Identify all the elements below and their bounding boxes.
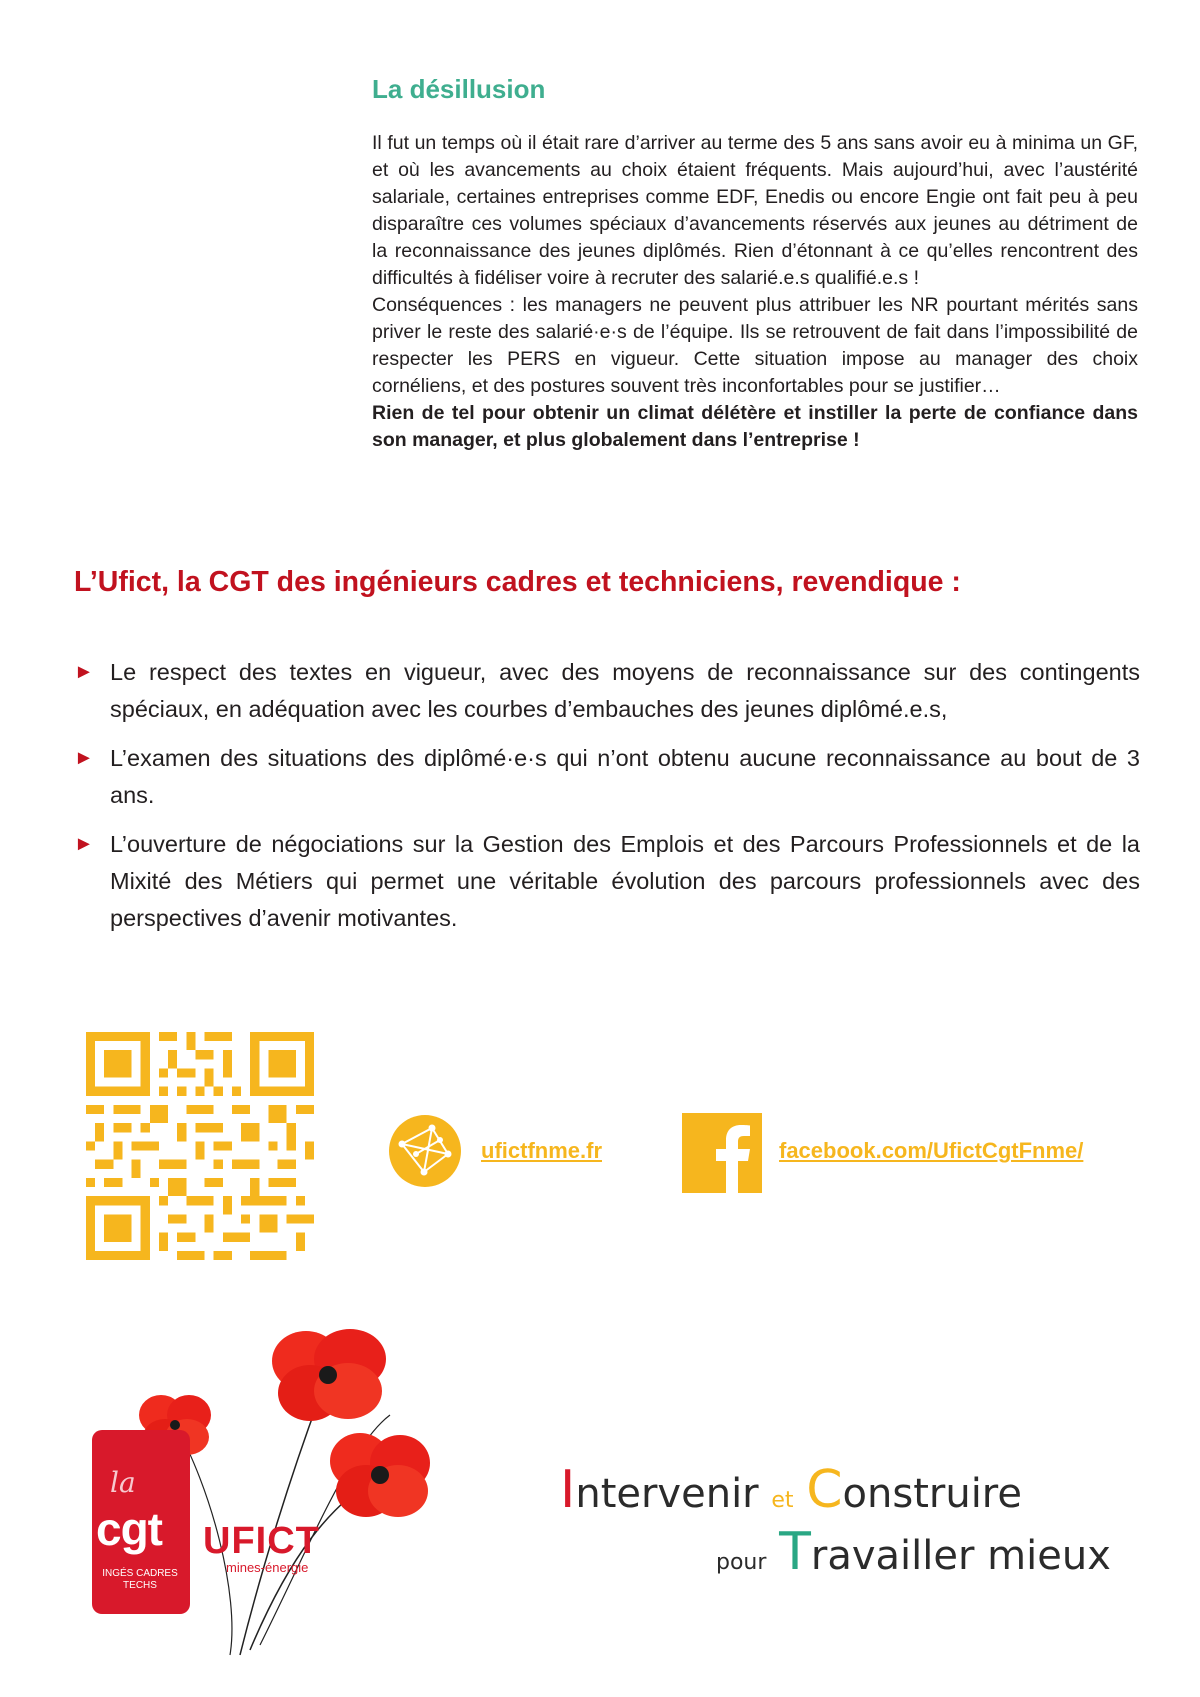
list-item: [74, 654, 1140, 728]
demand-text: L’ouverture de négociations sur la Gestion des Emplois et des Parcours Professionnels et de la Mixité des Métiers qui permet une véritable évolution des parcours professionnels avec des perspectives d’avenir motivantes.: [110, 831, 1140, 931]
slogan-word-intervenir: ntervenir: [575, 1471, 759, 1517]
cgt-logo-la: la: [110, 1466, 136, 1499]
website-link[interactable]: ufictfnme.fr: [481, 1138, 602, 1163]
slogan-pour: pour: [716, 1550, 767, 1575]
slogan-et: et: [771, 1488, 794, 1513]
cgt-logo-subtitle: INGÉS CADRES TECHS: [102, 1568, 178, 1591]
globe-icon: [388, 1114, 462, 1188]
intro-conclusion: Rien de tel pour obtenir un climat délétère et instiller la perte de confiance dans son manager, et plus globalement dans l’entreprise !: [372, 402, 1138, 451]
slogan-word-construire: onstruire: [842, 1471, 1022, 1517]
section-title: La désillusion: [372, 74, 546, 104]
slogan: [560, 1460, 1140, 1600]
triangle-bullet-icon: ►: [74, 747, 94, 769]
qr-code[interactable]: [86, 1030, 314, 1262]
triangle-bullet-icon: ►: [74, 833, 94, 855]
slogan-cap-t: T: [779, 1522, 811, 1582]
claims-title: L’Ufict, la CGT des ingénieurs cadres et techniciens, revendique :: [74, 566, 961, 598]
intro-text: [372, 130, 1138, 454]
slogan-cap-i: I: [560, 1460, 576, 1520]
demands-list: [74, 654, 1140, 949]
slogan-word-travailler: ravailler mieux: [810, 1533, 1111, 1579]
list-item: [74, 740, 1140, 814]
intro-paragraph-1: Il fut un temps où il était rare d’arriver au terme des 5 ans sans avoir eu à minima un GF, et où les avancements au choix étaient fréquents. Mais aujourd’hui, avec l’austérité salariale, certaines entreprises comme EDF, Enedis ou encore Engie ont fait peu à peu disparaître ces volumes spéciaux d’avancements réservés aux jeunes au détriment de la reconnaissance des jeunes diplômés. Rien d’étonnant à ce qu’elles rencontrent des difficultés à fidéliser voire à recruter des salarié.e.s qualifié.e.s !: [372, 132, 1138, 289]
facebook-link[interactable]: facebook.com/UfictCgtFnme/: [779, 1138, 1084, 1163]
intro-paragraph-2: Conséquences : les managers ne peuvent plus attribuer les NR pourtant mérités sans priver le reste des salarié·e·s de l’équipe. Ils se retrouvent de fait dans l’impossibilité de respecter les PERS en vigueur. Cette situation impose au manager des choix cornéliens, et des postures souvent très inconfortables pour se justifier…: [372, 294, 1138, 397]
demand-text: L’examen des situations des diplômé·e·s qui n’ont obtenu aucune reconnaissance au bout de 3 ans.: [110, 745, 1140, 808]
demand-text: Le respect des textes en vigueur, avec des moyens de reconnaissance sur des contingents spéciaux, en adéquation avec les courbes d’embauches des jeunes diplômé.e.s,: [110, 659, 1140, 722]
list-item: [74, 826, 1140, 937]
facebook-icon[interactable]: [682, 1113, 762, 1193]
ufict-logo-text: UFICT: [203, 1520, 320, 1562]
triangle-bullet-icon: ►: [74, 661, 94, 683]
ufict-logo-subtitle: mines-énergie: [226, 1560, 309, 1575]
slogan-line-1: [560, 1460, 1022, 1520]
slogan-cap-c: C: [806, 1460, 843, 1520]
slogan-line-2: [716, 1522, 1111, 1582]
cgt-logo-text: cgt: [96, 1503, 162, 1555]
